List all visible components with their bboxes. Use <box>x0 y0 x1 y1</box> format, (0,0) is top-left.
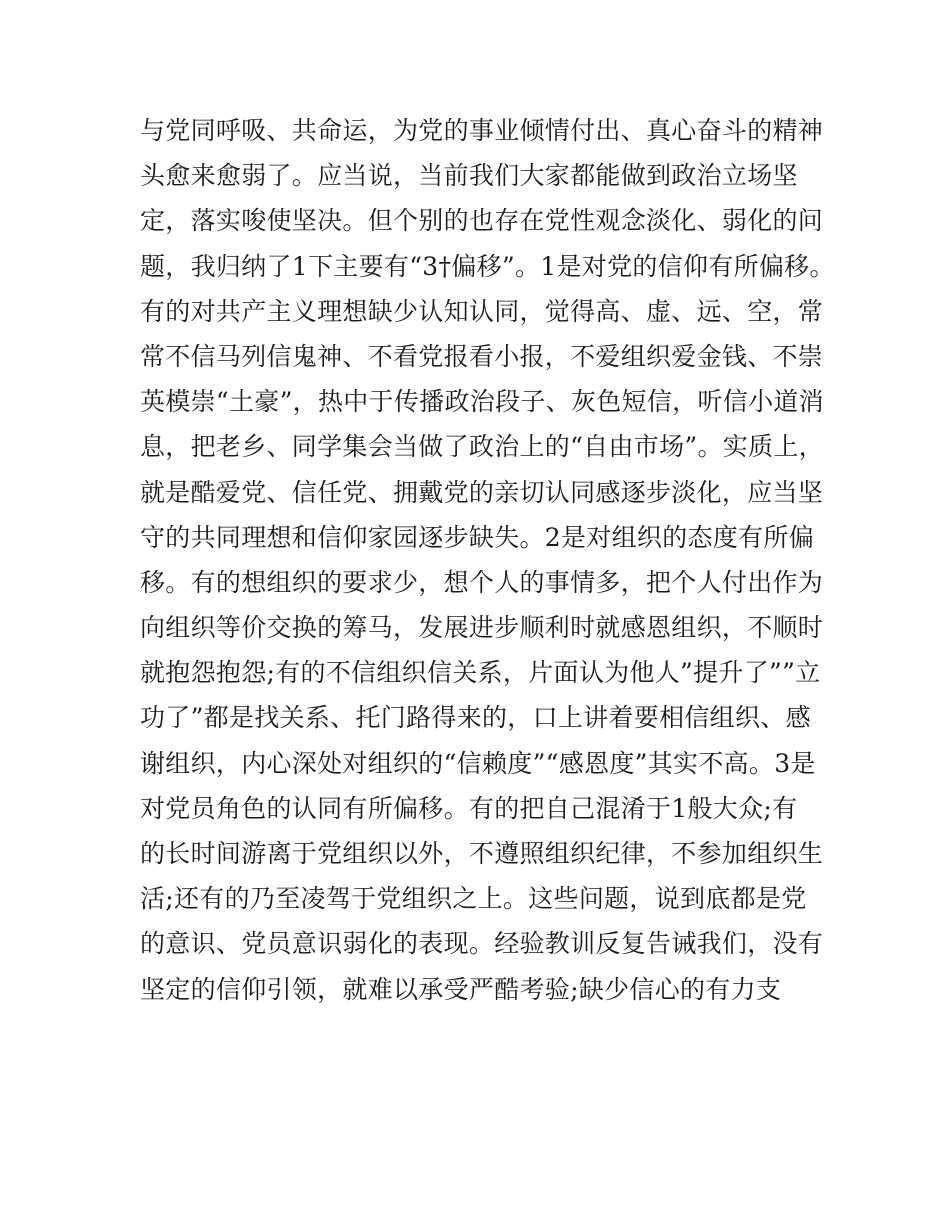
text-line-12: 向组织等价交换的筹马，发展进步顺利时就感恩组织，不顺时 <box>140 613 824 643</box>
body-paragraph <box>140 108 835 1012</box>
text-line-7: 英模崇“土豪”，热中于传播政治段子、灰色短信，听信小道消 <box>140 387 824 417</box>
text-line-4: 题，我归纳了1下主要有“3†偏移”。1是对党的信仰有所偏移。 <box>140 251 835 281</box>
text-line-17: 的长时间游离于党组织以外，不遵照组织纪律，不参加组织生 <box>140 839 824 868</box>
text-line-19: 的意识、党员意识弱化的表现。经验教训反复告诫我们，没有 <box>140 929 824 959</box>
text-line-6: 常不信马列信鬼神、不看党报看小报，不爱组织爱金钱、不崇 <box>140 341 824 371</box>
text-line-11: 移。有的想组织的要求少，想个人的事情多，把个人付出作为 <box>140 567 824 597</box>
text-line-2: 头愈来愈弱了。应当说，当前我们大家都能做到政治立场坚 <box>140 161 798 191</box>
text-line-5: 有的对共产主义理想缺少认知认同，觉得高、虚、远、空，常 <box>140 296 824 326</box>
text-line-8: 息，把老乡、同学集会当做了政治上的“自由市场”。实质上， <box>140 432 824 462</box>
text-line-3: 定，落实唆使坚决。但个别的也存在党性观念淡化、弱化的问 <box>140 206 824 236</box>
text-line-1: 与党同呼吸、共命运，为党的事业倾情付出、真心奋斗的精神 <box>140 116 824 145</box>
text-line-18: 活;还有的乃至凌驾于党组织之上。这些问题，说到底都是党 <box>140 884 807 914</box>
text-line-10: 守的共同理想和信仰家园逐步缺失。2是对组织的态度有所偏 <box>140 522 815 552</box>
text-line-14: 功了”都是找关系、托门路得来的，口上讲着要相信组织、感 <box>140 703 811 733</box>
text-line-9: 就是酷爱党、信任党、拥戴党的亲切认同感逐步淡化，应当坚 <box>140 477 824 507</box>
text-line-20: 坚定的信仰引领，就难以承受严酷考验;缺少信心的有力支 <box>140 974 782 1004</box>
text-line-13: 就抱怨抱怨;有的不信组织信关系，片面认为他人”提升了””立 <box>140 658 821 688</box>
text-line-16: 对党员角色的认同有所偏移。有的把自己混淆于1般大众;有 <box>140 793 798 823</box>
text-line-15: 谢组织，内心深处对组织的“信赖度”“感恩度”其实不高。3是 <box>140 748 816 778</box>
